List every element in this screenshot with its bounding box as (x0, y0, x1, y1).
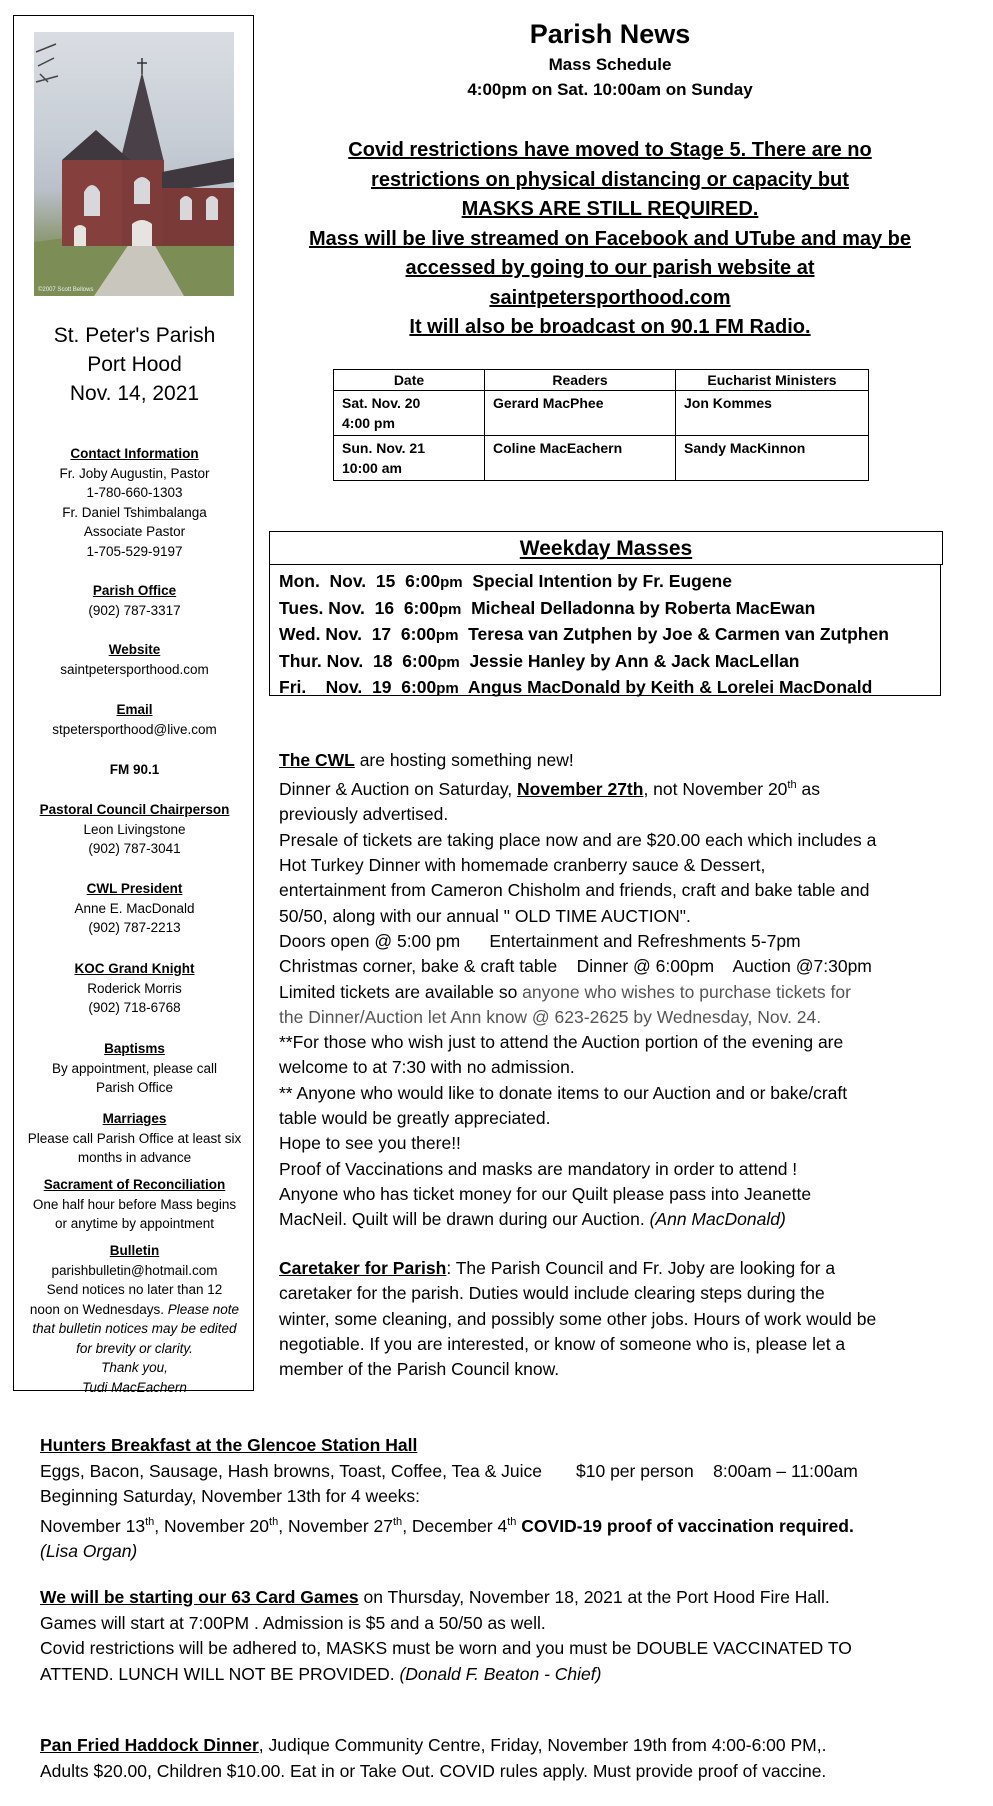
col-readers: Readers (485, 370, 676, 391)
caretaker-line: winter, some cleaning, and possibly some other jobs. Hours of work would be (279, 1308, 877, 1329)
website-url[interactable]: saintpetersporthood.com (60, 661, 209, 677)
table-row (334, 391, 869, 436)
bulletin-date: Nov. 14, 2021 (69, 382, 200, 405)
caretaker-notice (279, 1256, 959, 1382)
reconciliation-line: One half hour before Mass begins (32, 1196, 237, 1212)
cwl-line (279, 980, 959, 1005)
ordinal-suffix: th (269, 1515, 279, 1528)
bulletin-email[interactable]: parishbulletin@hotmail.com (51, 1262, 218, 1278)
hunters-line: Beginning Saturday, November 13th for 4 weeks: (40, 1486, 421, 1506)
baptisms-heading: Baptisms (104, 1041, 165, 1056)
parish-location: Port Hood (87, 353, 182, 376)
koc-heading: KOC Grand Knight (74, 961, 195, 976)
email-heading: Email (116, 702, 153, 717)
contact-line: Associate Pastor (83, 524, 186, 539)
parish-title-block (14, 321, 255, 408)
cwl-text: as (796, 779, 820, 800)
marriages-info (14, 1109, 255, 1168)
card-games-notice (40, 1585, 960, 1687)
cwl-text: anyone who wishes to purchase tickets for (522, 981, 851, 1002)
sidebar (13, 15, 254, 1395)
baptisms-line: By appointment, please call (51, 1060, 218, 1076)
mass-times: 4:00pm on Sat. 10:00am on Sunday (467, 80, 753, 99)
hunters-covid-note: COVID-19 proof of vaccination required. (516, 1515, 854, 1536)
mass-intention: Jessie Hanley by Ann & Jack MacLellan (459, 650, 800, 671)
haddock-lead: Pan Fried Haddock Dinner (40, 1735, 259, 1755)
bulletin-line: that bulletin notices may be edited (32, 1321, 237, 1336)
contact-line: Fr. Daniel Tshimbalanga (62, 504, 207, 520)
cwl-text: Limited tickets are available so (279, 981, 523, 1002)
contact-line: Fr. Joby Augustin, Pastor (59, 465, 210, 481)
ordinal-suffix: th (393, 1515, 403, 1528)
covid-line: Mass will be live streamed on Facebook and UTube and may be (308, 227, 912, 250)
koc-name: Roderick Morris (87, 980, 182, 996)
office-heading: Parish Office (92, 583, 177, 598)
hunters-breakfast-notice (40, 1433, 960, 1564)
bulletin-info (14, 1241, 255, 1397)
contact-info (14, 444, 255, 561)
cwl-text: , not November 20 (643, 779, 788, 800)
list-item (279, 649, 940, 676)
cwl-line: Christmas corner, bake & craft table Dinner @ 6:00pm Auction @7:30pm (279, 956, 872, 977)
mass-day: Thur. Nov. 18 (279, 650, 403, 671)
date-line: Sat. Nov. 20 (342, 395, 421, 411)
table-cell-reader: Gerard MacPhee (485, 391, 676, 436)
website-heading: Website (108, 642, 161, 657)
mass-day: Wed. Nov. 17 (279, 624, 401, 644)
hunters-title: Hunters Breakfast at the Glencoe Station Hall (40, 1435, 418, 1455)
table-cell-date (334, 436, 485, 481)
bulletin-line: Send notices no later than 12 (46, 1282, 223, 1297)
table-header-row (334, 370, 869, 391)
office-phone: (902) 787-3317 (88, 602, 181, 618)
caretaker-text: : The Parish Council and Fr. Joby are looking for a (446, 1258, 836, 1278)
table-cell-date (334, 391, 485, 436)
church-illustration (34, 32, 234, 296)
cwl-text: Dinner & Auction on Saturday, (279, 779, 518, 800)
website-info (14, 640, 255, 679)
list-item (279, 622, 940, 649)
hunters-line: Eggs, Bacon, Sausage, Hash browns, Toast, Coffee, Tea & Juice $10 per person 8:00am – 11:00am (40, 1460, 858, 1481)
list-item (279, 569, 940, 596)
cards-line (40, 1662, 960, 1688)
weekday-masses-title: Weekday Masses (269, 531, 943, 565)
baptisms-line: Parish Office (95, 1080, 174, 1095)
contact-heading: Contact Information (70, 446, 199, 461)
mass-intention: Special Intention by Fr. Eugene (462, 571, 732, 591)
koc-info (14, 959, 255, 1018)
radio-info: FM 90.1 (109, 762, 160, 777)
council-info (14, 800, 255, 859)
mass-ampm: pm (437, 653, 460, 671)
page-title: Parish News (529, 19, 691, 49)
mass-ampm: pm (440, 574, 463, 591)
haddock-line: Adults $20.00, Children $10.00. Eat in or Take Out. COVID rules apply. Must provide proof of vaccine. (40, 1760, 827, 1781)
ordinal-suffix: th (787, 779, 797, 792)
ordinal-suffix: th (507, 1515, 517, 1528)
email-address[interactable]: stpetersporthood@live.com (52, 721, 217, 737)
time-line: 10:00 am (342, 460, 402, 476)
photo-credit: ©2007 Scott Bellows (38, 287, 94, 293)
bulletin-heading: Bulletin (109, 1243, 160, 1258)
mass-day: Tues. Nov. 16 (279, 597, 404, 618)
bulletin-line (14, 1300, 255, 1320)
cwl-line: previously advertised. (279, 804, 449, 825)
table-cell-reader: Coline MacEachern (485, 436, 676, 481)
cwl-date-highlight: November 27th (517, 779, 644, 800)
parish-name: St. Peter's Parish (53, 324, 216, 347)
mass-time: 6:00 (403, 597, 439, 618)
haddock-text: , Judique Community Centre, Friday, November 19th from 4:00-6:00 PM,. (258, 1735, 827, 1755)
cwl-line: Hot Turkey Dinner with homemade cranberry sauce & Dessert, (279, 855, 766, 876)
cwl-line: entertainment from Cameron Chisholm and friends, craft and bake table and (279, 880, 870, 901)
col-ministers: Eucharist Ministers (676, 370, 869, 391)
covid-notice (270, 136, 950, 343)
mass-day: Mon. Nov. 15 (279, 571, 406, 591)
bulletin-line: for brevity or clarity. (76, 1340, 193, 1356)
mass-intention: Teresa van Zutphen by Joe & Carmen van Zutphen (458, 624, 889, 644)
cwl-name: Anne E. MacDonald (74, 900, 195, 916)
cwl-line: ** Anyone who would like to donate items to our Auction and or bake/craft (279, 1082, 848, 1103)
table-cell-minister: Jon Kommes (676, 391, 869, 436)
marriages-heading: Marriages (102, 1111, 167, 1126)
bulletin-note: Please note (167, 1301, 240, 1317)
parish-office (14, 581, 255, 620)
date-line: Sun. Nov. 21 (342, 440, 425, 456)
cwl-lead: The CWL (279, 750, 355, 770)
caretaker-line: member of the Parish Council know. (279, 1359, 560, 1380)
council-name: Leon Livingstone (83, 821, 186, 837)
bulletin-signature: Tudi MacEachern (82, 1379, 187, 1395)
mass-ampm: pm (436, 680, 459, 697)
mass-day: Fri. Nov. 19 (279, 677, 402, 697)
covid-line: It will also be broadcast on 90.1 FM Radio. (409, 316, 811, 338)
haddock-line (40, 1733, 960, 1759)
mass-time: 6:00 (401, 677, 437, 697)
cwl-line: 50/50, along with our annual " OLD TIME AUCTION". (279, 905, 691, 926)
caretaker-line (279, 1256, 959, 1281)
table-cell-minister: Sandy MacKinnon (676, 436, 869, 481)
covid-website-link[interactable]: saintpetersporthood.com (489, 286, 731, 309)
cwl-info (14, 879, 255, 938)
contact-line: 1-780-660-1303 (86, 485, 183, 500)
cards-text: ATTEND. LUNCH WILL NOT BE PROVIDED. (40, 1663, 400, 1684)
hunters-dates (40, 1510, 960, 1539)
koc-phone: (902) 718-6768 (88, 1000, 181, 1015)
cards-line: Games will start at 7:00PM . Admission is $5 and a 50/50 as well. (40, 1612, 546, 1633)
cwl-line: Hope to see you there!! (279, 1133, 461, 1154)
cwl-line: Proof of Vaccinations and masks are mandatory in order to attend ! (279, 1158, 798, 1179)
cwl-text: are hosting something new! (354, 750, 574, 770)
caretaker-lead: Caretaker for Parish (279, 1258, 447, 1278)
church-photo (34, 32, 234, 296)
cwl-line: Presale of tickets are taking place now and are $20.00 each which includes a (279, 829, 877, 850)
cwl-line: Doors open @ 5:00 pm Entertainment and Refreshments 5-7pm (279, 930, 801, 951)
mass-time: 6:00 (400, 624, 436, 644)
cards-text: on Thursday, November 18, 2021 at the Port Hood Fire Hall. (358, 1587, 830, 1607)
mass-intention: Angus MacDonald by Keith & Lorelei MacDonald (458, 677, 873, 697)
cards-credit: (Donald F. Beaton - Chief) (399, 1663, 602, 1684)
marriages-line: Please call Parish Office at least six (27, 1130, 242, 1146)
list-item (279, 675, 940, 702)
contact-line: 1-705-529-9197 (86, 543, 183, 559)
cwl-heading: CWL President (86, 881, 183, 896)
haddock-dinner-notice (40, 1733, 960, 1784)
hunters-date: , November 27 (278, 1515, 393, 1536)
marriages-line: months in advance (77, 1150, 192, 1165)
cwl-text: MacNeil. Quilt will be drawn during our Auction. (279, 1209, 650, 1230)
caretaker-line: negotiable. If you are interested, or know of someone who is, please let a (279, 1333, 846, 1354)
cwl-line: welcome to at 7:30 with no admission. (279, 1057, 575, 1078)
cwl-line (279, 1207, 959, 1232)
hunters-date: , December 4 (402, 1515, 508, 1536)
time-line: 4:00 pm (342, 415, 395, 431)
email-info (14, 700, 255, 739)
mass-time: 6:00 (405, 571, 441, 591)
council-phone: (902) 787-3041 (88, 841, 181, 856)
table-row (334, 436, 869, 481)
cwl-notice (279, 748, 959, 1232)
council-heading: Pastoral Council Chairperson (39, 802, 230, 817)
covid-line: Covid restrictions have moved to Stage 5. There are no (348, 139, 872, 161)
baptisms-info (14, 1039, 255, 1098)
cwl-phone: (902) 787-2213 (88, 920, 181, 935)
col-date: Date (334, 370, 485, 391)
covid-line: MASKS ARE STILL REQUIRED. (461, 198, 759, 220)
covid-line: restrictions on physical distancing or capacity but (371, 168, 849, 191)
mass-ampm: pm (438, 600, 462, 618)
cwl-line: Anyone who has ticket money for our Quilt please pass into Jeanette (279, 1183, 812, 1204)
bulletin-deadline: noon on Wednesdays. (29, 1301, 168, 1317)
reconciliation-heading: Sacrament of Reconciliation (43, 1177, 226, 1192)
hunters-credit: (Lisa Organ) (40, 1540, 138, 1561)
reconciliation-line: or anytime by appointment (54, 1216, 215, 1231)
mass-schedule-heading: Mass Schedule (548, 55, 672, 74)
mass-ampm: pm (435, 627, 459, 644)
cards-line: Covid restrictions will be adhered to, MASKS must be worn and you must be DOUBLE VACCINATED TO (40, 1638, 852, 1658)
cwl-credit: (Ann MacDonald) (649, 1209, 786, 1230)
mass-intention: Micheal Delladonna by Roberta MacEwan (461, 597, 816, 618)
cwl-line: **For those who wish just to attend the Auction portion of the evening are (279, 1032, 844, 1053)
list-item (279, 596, 940, 623)
caretaker-line: caretaker for the parish. Duties would include clearing steps during the (279, 1283, 825, 1304)
cwl-line: table would be greatly appreciated. (279, 1107, 551, 1128)
hunters-date: November 13 (40, 1515, 146, 1536)
hunters-date: , November 20 (154, 1515, 270, 1536)
cwl-line (279, 748, 959, 773)
cwl-line (279, 773, 959, 802)
readers-table (333, 369, 869, 481)
weekday-masses-list (269, 565, 941, 696)
reconciliation-info (14, 1175, 255, 1234)
cards-lead: We will be starting our 63 Card Games (40, 1587, 359, 1607)
cards-line (40, 1585, 960, 1611)
ordinal-suffix: th (145, 1515, 155, 1528)
covid-line: accessed by going to our parish website at (405, 257, 815, 279)
cwl-line: the Dinner/Auction let Ann know @ 623-2625 by Wednesday, Nov. 24. (279, 1006, 822, 1027)
mass-time: 6:00 (402, 650, 438, 671)
bulletin-line: Thank you, (101, 1360, 168, 1375)
